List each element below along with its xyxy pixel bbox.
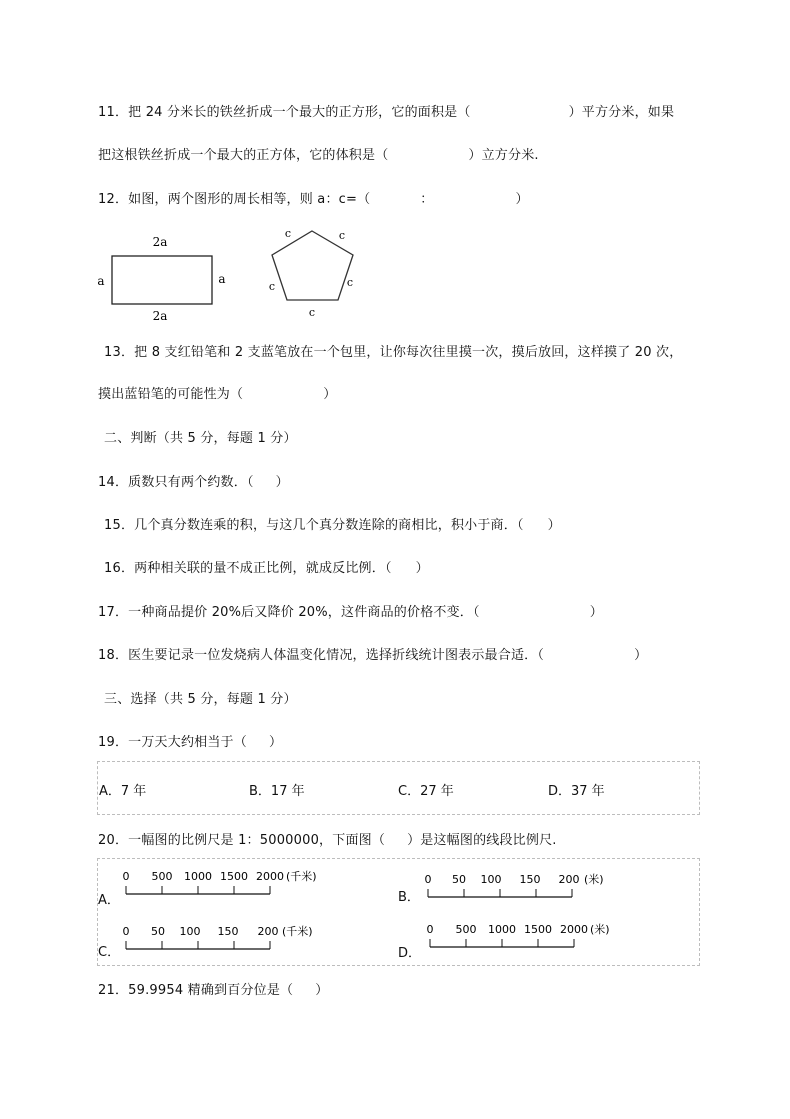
ratio-colon: ： [420,192,434,207]
question-text-end: ）是这幅图的线段比例尺. [407,833,557,848]
question-text-end: ） [515,192,529,207]
question-21 [98,979,328,998]
question-number: 11． [98,105,129,120]
scale-bar-c[interactable] [112,921,342,955]
question-text: 几个真分数连乘的积，与这几个真分数连除的商相比，积小于商．（ [134,518,524,533]
question-text-end: ） [634,648,648,663]
question-14 [98,471,289,490]
scale-tick-label: 200 [558,873,580,886]
scale-tick-label: 0 [426,923,434,936]
scale-tick-label: 50 [452,873,466,886]
question-text: 医生要记录一位发烧病人体温变化情况，选择折线统计图表示最合适．（ [128,648,545,663]
question-number: 20． [98,833,129,848]
scale-bar-a[interactable] [112,866,342,900]
question-number: 15． [104,518,135,533]
scale-bar-b[interactable] [414,869,624,903]
question-17 [98,601,603,620]
pentagon-side-label: c [268,280,276,293]
question-12-figure [90,228,370,324]
section-heading-choice: 三、选择（共 5 分，每题 1 分） [104,692,297,707]
scale-tick-label: 1000 [488,923,516,936]
question-text: 一幅图的比例尺是 1：5000000，下面图（ [128,833,386,848]
scale-tick-label: 100 [480,873,502,886]
question-13-line-2 [98,383,336,402]
question-text: 一种商品提价 20%后又降价 20%，这件商品的价格不变．（ [128,605,480,620]
question-20 [98,829,557,848]
scale-tick-label: 2000 [560,923,588,936]
question-number: 21． [98,983,129,998]
question-text: 摸出蓝铅笔的可能性为（ [98,387,244,402]
rect-label-bottom: 2a [152,309,168,323]
question-number: 18． [98,648,129,663]
section-heading-judgement: 二、判断（共 5 分，每题 1 分） [104,431,297,446]
pentagon-side-label: c [308,306,316,319]
rectangle-shape [112,256,212,304]
question-number: 17． [98,605,129,620]
question-text-end: ）平方分米，如果 [568,105,675,120]
rect-label-left: a [97,274,105,288]
question-text-end: ）立方分米. [468,148,539,163]
scale-tick-label: 500 [151,870,173,883]
option-b-letter[interactable]: B． [398,890,420,905]
scale-tick-label: 0 [122,925,130,938]
option-a-letter[interactable]: A． [98,893,120,908]
question-text: 把 24 分米长的铁丝折成一个最大的正方形，它的面积是（ [128,105,471,120]
option-c[interactable]: C．27 年 [398,784,454,799]
scale-tick-label: 50 [151,925,165,938]
scale-tick-label: 150 [519,873,541,886]
scale-tick-label: 1500 [220,870,248,883]
scale-unit-label: (米) [584,873,604,886]
question-number: 13． [104,345,135,360]
scale-unit-label: (千米) [286,870,317,883]
question-19 [98,731,282,750]
question-16 [104,557,429,576]
scale-tick-label: 150 [217,925,239,938]
scale-tick-label: 500 [455,923,477,936]
scale-tick-label: 100 [179,925,201,938]
question-text-end: ） [589,605,603,620]
scale-tick-label: 2000 [256,870,284,883]
question-text: 一万天大约相当于（ [128,735,247,750]
question-number: 12． [98,192,129,207]
question-11-line-2 [98,144,539,163]
option-c-letter[interactable]: C． [98,945,121,960]
question-text: 把这根铁丝折成一个最大的正方体，它的体积是（ [98,148,389,163]
question-text: 59.9954 精确到百分位是（ [128,983,294,998]
question-text: 如图，两个图形的周长相等，则 a：c=（ [128,192,371,207]
question-text: 质数只有两个约数．（ [128,475,254,490]
scale-tick-label: 1000 [184,870,212,883]
question-text-end: ） [275,475,289,490]
question-text-end: ） [315,983,329,998]
question-text: 把 8 支红铅笔和 2 支蓝笔放在一个包里，让你每次往里摸一次，摸后放回，这样摸了 20 次， [134,345,683,360]
pentagon-side-label: c [346,276,354,289]
option-b[interactable]: B．17 年 [249,784,305,799]
question-15 [104,514,561,533]
pentagon-side-label: c [338,229,346,242]
question-text-end: ） [547,518,561,533]
pentagon-side-label: c [284,228,292,240]
scale-tick-label: 1500 [524,923,552,936]
scale-tick-label: 0 [122,870,130,883]
scale-unit-label: (千米) [282,925,313,938]
question-12 [98,188,529,207]
scale-tick-label: 200 [257,925,279,938]
question-text-end: ） [268,735,283,750]
question-13-line-1 [104,341,682,360]
question-number: 14． [98,475,129,490]
question-text-end: ） [323,387,337,402]
option-a[interactable]: A．7 年 [99,784,147,799]
scale-bar-d[interactable] [416,919,646,953]
question-18 [98,644,647,663]
question-text: 两种相关联的量不成正比例，就成反比例．（ [134,561,392,576]
scale-unit-label: (米) [590,923,610,936]
rect-label-top: 2a [152,235,168,249]
question-number: 16． [104,561,135,576]
question-11-line-1 [98,101,674,120]
scale-tick-label: 0 [424,873,432,886]
option-d-letter[interactable]: D． [398,946,422,961]
question-number: 19． [98,735,129,750]
question-text-end: ） [415,561,429,576]
option-d[interactable]: D．37 年 [548,784,605,799]
rect-label-right: a [218,272,226,286]
